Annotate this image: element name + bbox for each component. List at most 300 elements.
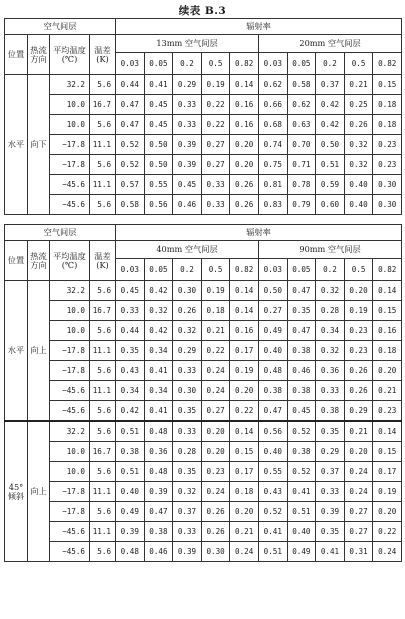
cell-value: 0.32 (316, 341, 345, 361)
cell-value: 0.42 (316, 95, 345, 115)
cell-value: 0.81 (258, 175, 287, 195)
table-row (5, 361, 402, 381)
emissivity-value: 0.5 (201, 53, 230, 75)
cell-value: 0.47 (116, 95, 145, 115)
cell-value: 0.60 (316, 195, 345, 215)
cell-value: 0.21 (230, 522, 259, 542)
cell-value: 0.23 (373, 135, 402, 155)
cell-mean-temp: 10.0 (50, 321, 90, 341)
cell-temp-diff: 5.6 (90, 75, 116, 95)
cell-value: 0.33 (316, 482, 345, 502)
cell-value: 0.36 (144, 442, 173, 462)
cell-value: 0.28 (316, 301, 345, 321)
cell-value: 0.50 (144, 155, 173, 175)
cell-temp-diff: 5.6 (90, 361, 116, 381)
cell-value: 0.23 (344, 321, 373, 341)
cell-value: 0.33 (201, 175, 230, 195)
cell-value: 0.23 (373, 401, 402, 422)
table-row (5, 421, 402, 442)
cell-value: 0.49 (258, 321, 287, 341)
cell-value: 0.56 (144, 195, 173, 215)
cell-value: 0.48 (144, 462, 173, 482)
cell-position: 水平 (5, 75, 28, 215)
cell-mean-temp: 32.2 (50, 75, 90, 95)
cell-value: 0.32 (173, 321, 202, 341)
cell-mean-temp: 10.0 (50, 462, 90, 482)
cell-value: 0.34 (316, 321, 345, 341)
emissivity-value: 0.03 (258, 53, 287, 75)
emissivity-value: 0.03 (258, 259, 287, 281)
cell-mean-temp: −17.8 (50, 155, 90, 175)
cell-value: 0.39 (144, 482, 173, 502)
cell-value: 0.45 (116, 281, 145, 301)
cell-mean-temp: −45.6 (50, 195, 90, 215)
cell-value: 0.14 (373, 281, 402, 301)
cell-mean-temp: 10.0 (50, 442, 90, 462)
cell-mean-temp: 10.0 (50, 301, 90, 321)
cell-temp-diff: 5.6 (90, 321, 116, 341)
emissivity-value: 0.03 (116, 259, 145, 281)
cell-value: 0.19 (201, 75, 230, 95)
cell-temp-diff: 11.1 (90, 482, 116, 502)
header-flow-direction: 热流方向 (28, 35, 50, 75)
cell-temp-diff: 16.7 (90, 301, 116, 321)
cell-value: 0.17 (373, 462, 402, 482)
cell-value: 0.48 (116, 542, 145, 562)
cell-mean-temp: −45.6 (50, 542, 90, 562)
header-flow-direction: 热流方向 (28, 241, 50, 281)
cell-value: 0.26 (201, 522, 230, 542)
table-row (5, 301, 402, 321)
cell-value: 0.18 (230, 482, 259, 502)
cell-value: 0.47 (258, 401, 287, 422)
cell-value: 0.33 (116, 301, 145, 321)
cell-value: 0.43 (258, 482, 287, 502)
cell-value: 0.48 (258, 361, 287, 381)
cell-value: 0.33 (316, 381, 345, 401)
cell-value: 0.24 (201, 381, 230, 401)
cell-value: 0.33 (173, 95, 202, 115)
cell-value: 0.45 (144, 95, 173, 115)
cell-value: 0.32 (173, 482, 202, 502)
cell-value: 0.62 (287, 95, 316, 115)
cell-temp-diff: 11.1 (90, 135, 116, 155)
cell-value: 0.33 (173, 361, 202, 381)
cell-value: 0.47 (287, 321, 316, 341)
table-row (5, 175, 402, 195)
cell-value: 0.68 (258, 115, 287, 135)
table-row (5, 115, 402, 135)
cell-value: 0.35 (316, 421, 345, 442)
table-row (5, 542, 402, 562)
cell-value: 0.19 (230, 361, 259, 381)
cell-value: 0.22 (201, 341, 230, 361)
cell-value: 0.22 (201, 95, 230, 115)
cell-value: 0.38 (144, 522, 173, 542)
cell-value: 0.24 (230, 542, 259, 562)
cell-value: 0.30 (173, 381, 202, 401)
cell-temp-diff: 5.6 (90, 542, 116, 562)
table-40-90mm (4, 224, 402, 562)
cell-value: 0.24 (373, 542, 402, 562)
cell-value: 0.20 (373, 361, 402, 381)
cell-value: 0.30 (373, 175, 402, 195)
cell-value: 0.29 (173, 341, 202, 361)
cell-value: 0.62 (258, 75, 287, 95)
cell-value: 0.36 (316, 361, 345, 381)
cell-mean-temp: −17.8 (50, 135, 90, 155)
emissivity-value: 0.5 (344, 259, 373, 281)
cell-temp-diff: 5.6 (90, 195, 116, 215)
cell-value: 0.21 (344, 75, 373, 95)
cell-temp-diff: 16.7 (90, 95, 116, 115)
cell-position: 45°倾斜 (5, 421, 28, 562)
cell-value: 0.78 (287, 175, 316, 195)
cell-value: 0.26 (344, 361, 373, 381)
cell-mean-temp: −17.8 (50, 502, 90, 522)
table-row (5, 482, 402, 502)
cell-flow-direction: 向上 (28, 281, 50, 422)
cell-mean-temp: −17.8 (50, 361, 90, 381)
cell-value: 0.40 (344, 175, 373, 195)
cell-value: 0.30 (173, 281, 202, 301)
cell-value: 0.50 (144, 135, 173, 155)
cell-temp-diff: 5.6 (90, 281, 116, 301)
cell-temp-diff: 11.1 (90, 381, 116, 401)
cell-value: 0.27 (201, 155, 230, 175)
cell-value: 0.35 (173, 401, 202, 422)
header-emissivity: 辐射率 (116, 225, 402, 241)
cell-value: 0.38 (316, 401, 345, 422)
cell-value: 0.26 (173, 301, 202, 321)
cell-value: 0.38 (116, 442, 145, 462)
cell-value: 0.17 (230, 462, 259, 482)
cell-value: 0.34 (144, 341, 173, 361)
cell-value: 0.26 (344, 381, 373, 401)
cell-value: 0.27 (344, 502, 373, 522)
cell-value: 0.66 (258, 95, 287, 115)
cell-value: 0.20 (230, 381, 259, 401)
cell-value: 0.70 (287, 135, 316, 155)
table-row (5, 75, 402, 95)
cell-value: 0.17 (230, 341, 259, 361)
header-sub-a: 40mm 空气间层 (116, 241, 259, 259)
table-row (5, 321, 402, 341)
cell-value: 0.50 (258, 281, 287, 301)
emissivity-value: 0.2 (316, 53, 345, 75)
cell-value: 0.25 (344, 95, 373, 115)
cell-value: 0.29 (344, 401, 373, 422)
cell-value: 0.59 (316, 175, 345, 195)
cell-value: 0.23 (344, 341, 373, 361)
cell-value: 0.51 (287, 502, 316, 522)
cell-value: 0.15 (373, 442, 402, 462)
cell-mean-temp: −17.8 (50, 482, 90, 502)
cell-value: 0.52 (116, 135, 145, 155)
cell-value: 0.49 (287, 542, 316, 562)
cell-value: 0.40 (258, 442, 287, 462)
cell-value: 0.23 (201, 462, 230, 482)
cell-mean-temp: −45.6 (50, 381, 90, 401)
cell-temp-diff: 5.6 (90, 421, 116, 442)
emissivity-value: 0.82 (373, 259, 402, 281)
cell-value: 0.20 (201, 442, 230, 462)
cell-value: 0.38 (287, 442, 316, 462)
cell-value: 0.38 (287, 341, 316, 361)
cell-value: 0.39 (316, 502, 345, 522)
cell-value: 0.51 (116, 421, 145, 442)
cell-value: 0.51 (258, 542, 287, 562)
cell-value: 0.42 (144, 321, 173, 341)
cell-value: 0.83 (258, 195, 287, 215)
cell-mean-temp: −17.8 (50, 341, 90, 361)
cell-value: 0.40 (116, 482, 145, 502)
cell-mean-temp: 32.2 (50, 281, 90, 301)
table-row (5, 522, 402, 542)
cell-mean-temp: −45.6 (50, 522, 90, 542)
cell-value: 0.51 (316, 155, 345, 175)
cell-value: 0.58 (116, 195, 145, 215)
emissivity-value: 0.2 (316, 259, 345, 281)
header-air-layer: 空气间层 (5, 225, 116, 241)
cell-value: 0.41 (144, 401, 173, 422)
cell-value: 0.50 (316, 135, 345, 155)
header-sub-b: 90mm 空气间层 (258, 241, 401, 259)
cell-temp-diff: 16.7 (90, 442, 116, 462)
emissivity-value: 0.05 (144, 53, 173, 75)
cell-value: 0.52 (258, 502, 287, 522)
cell-value: 0.39 (116, 522, 145, 542)
cell-value: 0.39 (173, 135, 202, 155)
table-row (5, 135, 402, 155)
cell-value: 0.58 (287, 75, 316, 95)
cell-mean-temp: 10.0 (50, 115, 90, 135)
cell-value: 0.37 (316, 462, 345, 482)
cell-value: 0.32 (344, 155, 373, 175)
cell-value: 0.26 (344, 115, 373, 135)
cell-temp-diff: 5.6 (90, 462, 116, 482)
cell-value: 0.20 (201, 421, 230, 442)
emissivity-value: 0.5 (201, 259, 230, 281)
cell-value: 0.15 (373, 75, 402, 95)
table-row (5, 381, 402, 401)
table-row (5, 281, 402, 301)
cell-value: 0.20 (344, 281, 373, 301)
cell-value: 0.33 (173, 522, 202, 542)
cell-value: 0.22 (201, 115, 230, 135)
table-row (5, 195, 402, 215)
cell-value: 0.32 (344, 135, 373, 155)
cell-value: 0.45 (287, 401, 316, 422)
cell-value: 0.18 (201, 301, 230, 321)
cell-value: 0.41 (287, 482, 316, 502)
cell-value: 0.19 (373, 482, 402, 502)
cell-value: 0.33 (201, 195, 230, 215)
cell-value: 0.30 (373, 195, 402, 215)
cell-value: 0.22 (373, 522, 402, 542)
cell-value: 0.29 (316, 442, 345, 462)
cell-value: 0.40 (287, 522, 316, 542)
cell-value: 0.42 (144, 281, 173, 301)
cell-value: 0.26 (230, 195, 259, 215)
cell-mean-temp: 32.2 (50, 421, 90, 442)
cell-value: 0.16 (373, 321, 402, 341)
cell-value: 0.47 (287, 281, 316, 301)
cell-temp-diff: 5.6 (90, 502, 116, 522)
cell-value: 0.47 (116, 115, 145, 135)
cell-mean-temp: 10.0 (50, 95, 90, 115)
cell-flow-direction: 向上 (28, 421, 50, 562)
emissivity-value: 0.05 (144, 259, 173, 281)
header-position: 位置 (5, 35, 28, 75)
cell-value: 0.14 (230, 281, 259, 301)
cell-value: 0.21 (344, 421, 373, 442)
cell-value: 0.47 (144, 502, 173, 522)
cell-value: 0.35 (287, 301, 316, 321)
cell-value: 0.33 (173, 115, 202, 135)
cell-value: 0.20 (230, 502, 259, 522)
emissivity-value: 0.5 (344, 53, 373, 75)
cell-value: 0.43 (116, 361, 145, 381)
cell-temp-diff: 11.1 (90, 522, 116, 542)
cell-value: 0.57 (116, 175, 145, 195)
cell-temp-diff: 5.6 (90, 115, 116, 135)
cell-value: 0.32 (316, 281, 345, 301)
cell-value: 0.27 (201, 401, 230, 422)
header-emissivity: 辐射率 (116, 19, 402, 35)
table-row (5, 95, 402, 115)
cell-value: 0.45 (173, 175, 202, 195)
cell-value: 0.35 (316, 522, 345, 542)
cell-value: 0.42 (316, 115, 345, 135)
cell-temp-diff: 5.6 (90, 155, 116, 175)
cell-value: 0.46 (287, 361, 316, 381)
header-sub-b: 20mm 空气间层 (258, 35, 401, 53)
cell-value: 0.52 (287, 421, 316, 442)
table-row (5, 442, 402, 462)
cell-flow-direction: 向下 (28, 75, 50, 215)
header-temp-diff: 温差(K) (90, 35, 116, 75)
cell-value: 0.24 (201, 361, 230, 381)
cell-value: 0.41 (144, 361, 173, 381)
emissivity-value: 0.82 (230, 53, 259, 75)
cell-temp-diff: 5.6 (90, 401, 116, 422)
emissivity-value: 0.05 (287, 259, 316, 281)
table-row (5, 155, 402, 175)
cell-value: 0.63 (287, 115, 316, 135)
cell-value: 0.79 (287, 195, 316, 215)
cell-value: 0.24 (201, 482, 230, 502)
cell-value: 0.44 (116, 75, 145, 95)
cell-value: 0.15 (230, 442, 259, 462)
header-air-layer: 空气间层 (5, 19, 116, 35)
cell-value: 0.20 (230, 155, 259, 175)
cell-value: 0.20 (373, 502, 402, 522)
cell-value: 0.23 (373, 155, 402, 175)
header-temp-diff: 温差(K) (90, 241, 116, 281)
cell-value: 0.46 (173, 195, 202, 215)
cell-value: 0.21 (373, 381, 402, 401)
cell-value: 0.20 (230, 135, 259, 155)
cell-value: 0.19 (201, 281, 230, 301)
cell-value: 0.24 (344, 482, 373, 502)
cell-value: 0.26 (201, 502, 230, 522)
header-sub-a: 13mm 空气间层 (116, 35, 259, 53)
cell-value: 0.42 (116, 401, 145, 422)
cell-value: 0.27 (201, 135, 230, 155)
cell-value: 0.35 (116, 341, 145, 361)
cell-value: 0.27 (344, 522, 373, 542)
cell-value: 0.74 (258, 135, 287, 155)
cell-position: 水平 (5, 281, 28, 422)
cell-value: 0.52 (116, 155, 145, 175)
cell-value: 0.49 (116, 502, 145, 522)
cell-value: 0.39 (173, 542, 202, 562)
table-row (5, 462, 402, 482)
emissivity-value: 0.05 (287, 53, 316, 75)
cell-mean-temp: −45.6 (50, 401, 90, 422)
cell-value: 0.18 (373, 341, 402, 361)
cell-value: 0.34 (144, 381, 173, 401)
cell-value: 0.16 (230, 95, 259, 115)
cell-value: 0.33 (173, 421, 202, 442)
table-row (5, 502, 402, 522)
emissivity-value: 0.82 (373, 53, 402, 75)
cell-value: 0.14 (373, 421, 402, 442)
emissivity-value: 0.2 (173, 53, 202, 75)
cell-value: 0.18 (373, 95, 402, 115)
header-mean-temp: 平均温度(℃) (50, 241, 90, 281)
emissivity-value: 0.2 (173, 259, 202, 281)
cell-value: 0.24 (344, 462, 373, 482)
cell-value: 0.39 (173, 155, 202, 175)
cell-value: 0.37 (173, 502, 202, 522)
cell-temp-diff: 11.1 (90, 341, 116, 361)
cell-value: 0.55 (144, 175, 173, 195)
cell-value: 0.45 (144, 115, 173, 135)
table-row (5, 401, 402, 422)
emissivity-value: 0.82 (230, 259, 259, 281)
cell-value: 0.38 (258, 381, 287, 401)
cell-value: 0.51 (116, 462, 145, 482)
cell-value: 0.29 (173, 75, 202, 95)
cell-value: 0.56 (258, 421, 287, 442)
header-position: 位置 (5, 241, 28, 281)
cell-value: 0.40 (258, 341, 287, 361)
table-row (5, 341, 402, 361)
cell-value: 0.41 (316, 542, 345, 562)
cell-value: 0.41 (258, 522, 287, 542)
cell-temp-diff: 11.1 (90, 175, 116, 195)
cell-value: 0.75 (258, 155, 287, 175)
emissivity-value: 0.03 (116, 53, 145, 75)
cell-value: 0.40 (344, 195, 373, 215)
cell-value: 0.20 (344, 442, 373, 462)
cell-value: 0.15 (373, 301, 402, 321)
cell-value: 0.46 (144, 542, 173, 562)
cell-value: 0.71 (287, 155, 316, 175)
cell-value: 0.14 (230, 421, 259, 442)
cell-value: 0.34 (116, 381, 145, 401)
cell-value: 0.35 (173, 462, 202, 482)
cell-value: 0.55 (258, 462, 287, 482)
cell-value: 0.30 (201, 542, 230, 562)
cell-value: 0.38 (287, 381, 316, 401)
cell-value: 0.41 (144, 75, 173, 95)
cell-value: 0.22 (230, 401, 259, 422)
cell-value: 0.19 (344, 301, 373, 321)
cell-value: 0.16 (230, 321, 259, 341)
